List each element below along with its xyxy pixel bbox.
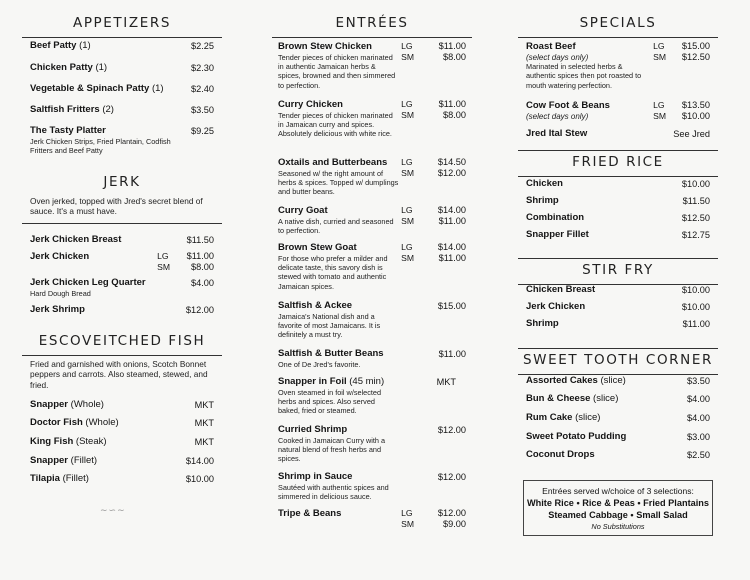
item-name: Curried Shrimp	[278, 424, 348, 435]
entrees-title: ENTRÉES	[272, 15, 472, 38]
item-sizes: LG SM	[401, 205, 414, 226]
item-name: Saltfish Fritters	[30, 104, 100, 115]
item-sizes: LG SM	[401, 41, 414, 62]
item-name: Snapper Fillet	[526, 229, 589, 240]
item-sizes: LG SM	[401, 508, 414, 529]
item-description: Hard Dough Bread	[30, 289, 91, 298]
item-name: Assorted Cakes	[526, 375, 598, 386]
menu-item	[30, 125, 214, 155]
item-price: $11.00	[438, 349, 466, 359]
menu-item	[278, 41, 466, 90]
item-price: $14.00	[185, 456, 214, 466]
item-sizes: LG SM	[401, 242, 414, 263]
item-prices: $11.00 $8.00	[438, 41, 466, 62]
item-price: $3.50	[191, 105, 214, 115]
item-price: MKT	[194, 400, 214, 410]
menu-item	[30, 83, 214, 95]
sides-heading: Entrées served w/choice of 3 selections:	[542, 486, 694, 496]
item-sizes: LG SM	[157, 251, 170, 272]
item-prices: $15.00 $12.50	[681, 41, 710, 62]
item-name: Saltfish & Butter Beans	[278, 348, 384, 359]
menu-item	[278, 376, 466, 416]
item-price: $12.75	[681, 230, 710, 240]
item-description: One of De Jred's favorite.	[278, 360, 361, 369]
item-qty: (2)	[102, 104, 114, 115]
item-description: Cooked in Jamaican Curry with a natural blend of fresh herbs and spices.	[278, 436, 386, 464]
smudge-mark: ∼∽∼	[100, 505, 126, 515]
item-description: Tender pieces of chicken marinated in Jamaican curry and spices. Absolutely delicious with white rice.	[278, 111, 393, 139]
menu-item	[30, 40, 214, 52]
item-description: A native dish, curried and seasoned to perfection.	[278, 217, 394, 236]
item-name: Jerk Shrimp	[30, 304, 85, 315]
item-price: $12.00	[437, 472, 466, 482]
item-price: $3.00	[687, 432, 710, 442]
escoveitched-intro: Fried and garnished with onions, Scotch Bonnet peppers and carrots. Also steamed, stewed, and fried.	[30, 359, 208, 390]
menu-item	[30, 104, 214, 116]
menu-item	[526, 393, 710, 405]
item-name: The Tasty Platter	[30, 125, 106, 136]
item-price: $2.30	[191, 63, 214, 73]
item-price: $4.00	[687, 413, 710, 423]
item-sub: (slice)	[575, 412, 601, 423]
item-name: Shrimp	[526, 195, 559, 206]
item-description: Oven steamed in foil w/selected herbs and spices. Also served baked, fried or steamed.	[278, 388, 382, 416]
item-sub: (Fillet)	[70, 455, 98, 466]
menu-item	[278, 471, 466, 501]
entrees-sides-box	[523, 480, 713, 536]
menu-item	[526, 100, 710, 121]
menu-item	[278, 205, 466, 235]
item-price: $12.00	[437, 425, 466, 435]
menu-item	[526, 301, 710, 313]
item-name: Vegetable & Spinach Patty	[30, 83, 150, 94]
menu-item	[30, 304, 214, 316]
item-description: Sautéed with authentic spices and simmered in delicious sauce.	[278, 483, 389, 502]
item-price: $11.00	[682, 319, 710, 329]
item-price: $3.50	[687, 376, 710, 386]
menu-item	[526, 128, 710, 140]
item-price: $10.00	[681, 179, 710, 189]
item-price: See Jred	[673, 129, 710, 139]
item-name: Curry Chicken	[278, 99, 343, 110]
jerk-intro: Oven jerked, topped with Jred's secret blend of sauce. It's a must have.	[22, 196, 222, 224]
item-name: Tripe & Beans	[278, 508, 342, 519]
jerk-title: JERK	[103, 174, 141, 190]
item-sizes: LG SM	[401, 99, 414, 120]
item-qty: (1)	[151, 83, 164, 94]
item-description: Jamaica's National dish and a favorite of most Jamaicans. It is definitely a must try.	[278, 312, 381, 340]
item-qty: (1)	[79, 40, 91, 51]
item-prices: $14.00 $11.00	[437, 205, 466, 226]
menu-item	[30, 417, 214, 429]
item-sizes: LG SM	[653, 41, 666, 62]
item-name: Rum Cake	[526, 412, 573, 423]
menu-item	[526, 41, 710, 90]
item-name: Roast Beef	[526, 41, 576, 52]
menu-item	[278, 242, 466, 291]
item-sub: (slice)	[600, 375, 626, 386]
menu-item	[526, 178, 710, 190]
item-name: Chicken Breast	[526, 284, 596, 295]
menu-item	[30, 277, 214, 298]
item-name: Doctor Fish	[30, 417, 83, 428]
item-sub: (slice)	[593, 393, 619, 404]
item-name: Curry Goat	[278, 205, 328, 216]
item-description: Tender pieces of chicken marinated in authentic Jamaican herbs & spices, browned and then simmered to perfection.	[278, 53, 396, 90]
item-name: King Fish	[30, 436, 74, 447]
menu-item	[30, 455, 214, 467]
menu-item	[30, 234, 214, 246]
item-prices: $11.00 $8.00	[438, 99, 466, 120]
item-name: Bun & Cheese	[526, 393, 591, 404]
menu-item	[30, 251, 214, 275]
item-name: Brown Stew Goat	[278, 242, 357, 253]
item-name: Jerk Chicken Leg Quarter	[30, 277, 146, 288]
menu-item	[30, 399, 214, 411]
item-name: Snapper	[30, 455, 69, 466]
item-price: $4.00	[687, 394, 710, 404]
menu-item	[526, 431, 710, 443]
item-sub: (45 min)	[349, 376, 385, 387]
no-substitutions-note: No Substitutions	[591, 522, 645, 531]
menu-item	[526, 195, 710, 207]
item-note: (select days only)	[526, 112, 589, 121]
appetizers-title: APPETIZERS	[22, 15, 222, 38]
menu-item	[526, 212, 710, 224]
item-prices: $14.00 $11.00	[437, 242, 466, 263]
item-name: Shrimp in Sauce	[278, 471, 353, 482]
menu-item	[30, 62, 214, 74]
item-sub: (Whole)	[85, 417, 119, 428]
item-prices: $14.50 $12.00	[437, 157, 466, 178]
item-price: $10.00	[681, 302, 710, 312]
item-qty: (1)	[95, 62, 108, 73]
menu-item	[278, 508, 466, 532]
item-name: Snapper	[30, 399, 69, 410]
item-price: MKT	[194, 437, 214, 447]
item-name: Jerk Chicken Breast	[30, 234, 122, 245]
item-sub: (Steak)	[75, 436, 107, 447]
item-name: Chicken	[526, 178, 563, 189]
menu-item	[30, 473, 214, 485]
item-name: Jred Ital Stew	[526, 128, 588, 139]
menu-item	[278, 157, 466, 197]
item-price: MKT	[436, 377, 456, 387]
menu-item	[526, 412, 710, 424]
item-name: Chicken Patty	[30, 62, 93, 73]
item-name: Beef Patty	[30, 40, 77, 51]
item-price: $11.50	[682, 196, 710, 206]
item-prices: $13.50 $10.00	[681, 100, 710, 121]
item-price: $2.25	[191, 41, 214, 51]
menu-item	[30, 436, 214, 448]
item-name: Sweet Potato Pudding	[526, 431, 627, 442]
fried-rice-title: FRIED RICE	[518, 150, 718, 177]
item-prices: $11.00 $8.00	[186, 251, 214, 272]
item-sizes: LG SM	[653, 100, 666, 121]
item-description: For those who prefer a milder and delicate taste, this savory dish is stewed with tomato and authentic Jamaican spices.	[278, 254, 388, 291]
item-name: Oxtails and Butterbeans	[278, 157, 388, 168]
item-price: MKT	[194, 418, 214, 428]
item-name: Cow Foot & Beans	[526, 100, 610, 111]
menu-item	[526, 449, 710, 461]
menu-item	[278, 99, 466, 139]
menu-item	[526, 284, 710, 296]
menu-item	[278, 424, 466, 464]
sweet-tooth-title: SWEET TOOTH CORNER	[518, 348, 718, 375]
menu-item	[526, 375, 710, 387]
item-price: $2.40	[191, 84, 214, 94]
item-name: Coconut Drops	[526, 449, 595, 460]
item-name: Jerk Chicken	[526, 301, 586, 312]
escoveitched-title: ESCOVEITCHED FISH	[22, 333, 222, 356]
menu-item	[278, 300, 466, 340]
item-price: $11.50	[186, 235, 214, 245]
item-price: $15.00	[437, 301, 466, 311]
item-price: $9.25	[191, 126, 214, 136]
item-name: Shrimp	[526, 318, 559, 329]
item-name: Brown Stew Chicken	[278, 41, 372, 52]
item-price: $10.00	[185, 474, 214, 484]
item-description: Jerk Chicken Strips, Fried Plantain, Codfish Fritters and Beef Patty	[30, 137, 171, 156]
specials-title: SPECIALS	[518, 15, 718, 38]
item-name: Jerk Chicken	[30, 251, 90, 262]
item-price: $12.00	[185, 305, 214, 315]
item-price: $10.00	[681, 285, 710, 295]
sides-line-1: White Rice • Rice & Peas • Fried Plantains	[526, 498, 710, 508]
item-name: Combination	[526, 212, 585, 223]
stir-fry-title: STIR FRY	[518, 258, 718, 285]
item-name: Tilapia	[30, 473, 60, 484]
item-sizes: LG SM	[401, 157, 414, 178]
menu-item	[526, 229, 710, 241]
item-price: $2.50	[687, 450, 710, 460]
item-description: Marinated in selected herbs & authentic spices then pot roasted to mouth watering perfection.	[526, 62, 642, 90]
item-sub: (Whole)	[70, 399, 104, 410]
menu-item	[278, 348, 466, 369]
item-sub: (Fillet)	[62, 473, 89, 484]
item-price: $4.00	[191, 278, 214, 288]
menu-item	[526, 318, 710, 330]
item-price: $12.50	[681, 213, 710, 223]
item-name: Snapper in Foil	[278, 376, 347, 387]
item-note: (select days only)	[526, 53, 589, 62]
item-prices: $12.00 $9.00	[437, 508, 466, 529]
item-description: Seasoned w/ the right amount of herbs & spices. Topped w/ dumplings and butter beans.	[278, 169, 399, 197]
item-name: Saltfish & Ackee	[278, 300, 353, 311]
sides-line-2: Steamed Cabbage • Small Salad	[548, 510, 688, 520]
